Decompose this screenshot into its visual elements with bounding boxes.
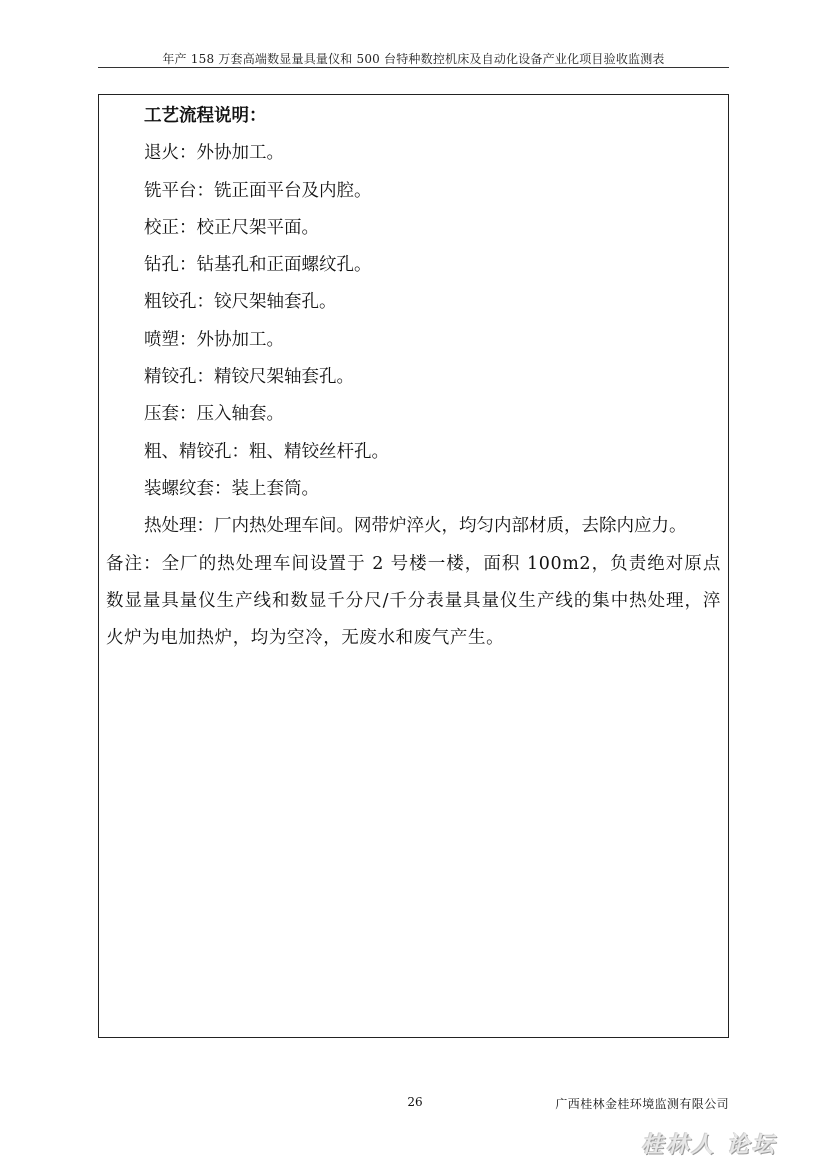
page-number: 26 bbox=[407, 1095, 423, 1109]
process-step: 钻孔：钻基孔和正面螺纹孔。 bbox=[144, 255, 372, 276]
process-step: 铣平台：铣正面平台及内腔。 bbox=[144, 180, 372, 201]
document-header-title: 年产 158 万套高端数显量具量仪和 500 台特种数控机床及自动化设备产业化项目验收监测表 bbox=[162, 52, 665, 66]
process-description bbox=[106, 98, 721, 657]
process-step: 喷塑：外协加工。 bbox=[144, 329, 284, 350]
process-step: 粗铰孔：铰尺架轴套孔。 bbox=[144, 292, 337, 313]
remark-paragraph: 备注：全厂的热处理车间设置于 2 号楼一楼，面积 100m2，负责绝对原点数显量具量仪生产线和数显千分尺/千分表量具量仪生产线的集中热处理，淬火炉为电加热炉，均为空冷，无废水和废气产生。 bbox=[106, 553, 721, 649]
forum-watermark: 桂林人 论坛 bbox=[641, 1133, 777, 1158]
header-divider bbox=[98, 67, 729, 68]
process-step: 粗、精铰孔：粗、精铰丝杆孔。 bbox=[144, 441, 389, 462]
process-step: 校正：校正尺架平面。 bbox=[144, 217, 319, 238]
process-step: 精铰孔：精铰尺架轴套孔。 bbox=[144, 367, 354, 388]
process-step: 退火：外协加工。 bbox=[144, 143, 284, 164]
section-heading: 工艺流程说明： bbox=[144, 106, 267, 126]
process-step: 装螺纹套：装上套筒。 bbox=[144, 478, 319, 499]
process-step: 压套：压入轴套。 bbox=[144, 404, 284, 425]
company-name: 广西桂林金桂环境监测有限公司 bbox=[555, 1097, 729, 1111]
process-step: 热处理：厂内热处理车间。网带炉淬火，均匀内部材质，去除内应力。 bbox=[144, 516, 687, 537]
